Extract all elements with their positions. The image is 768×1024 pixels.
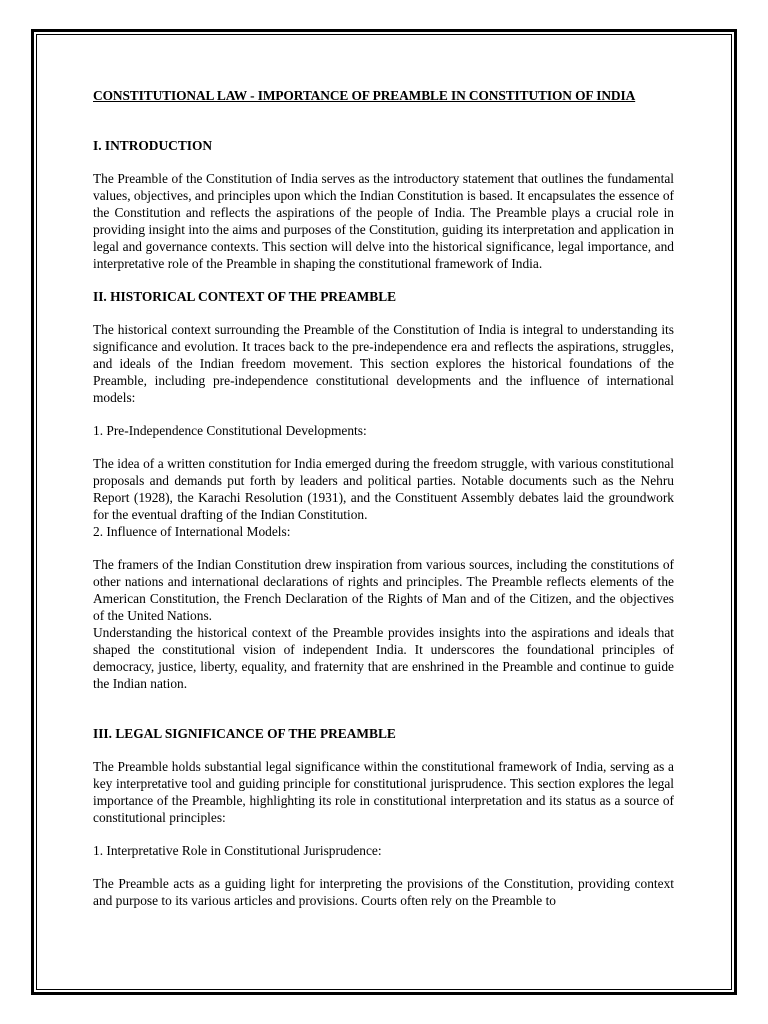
document-body	[93, 87, 674, 925]
section-heading-introduction: I. INTRODUCTION	[93, 138, 213, 153]
subheading-international-models: 2. Influence of International Models:	[93, 524, 291, 539]
document-title: CONSTITUTIONAL LAW - IMPORTANCE OF PREAMBLE IN CONSTITUTION OF INDIA	[93, 88, 636, 103]
legal-paragraph-2: The Preamble acts as a guiding light for interpreting the provisions of the Constitution, providing context and purpose to its various articles and provisions. Courts often rely on the Preamble to	[93, 876, 674, 908]
section-heading-legal-significance: III. LEGAL SIGNIFICANCE OF THE PREAMBLE	[93, 726, 396, 741]
legal-paragraph-1: The Preamble holds substantial legal significance within the constitutional framework of India, serving as a key interpretative tool and guiding principle for constitutional jurisprudence. This section explores the legal importance of the Preamble, highlighting its role in constitutional interpretation and its status as a source of constitutional principles:	[93, 759, 674, 825]
intro-paragraph: The Preamble of the Constitution of India serves as the introductory statement that outlines the fundamental values, objectives, and principles upon which the Indian Constitution is based. It encapsulates the essence of the Constitution and reflects the aspirations of the people of India. The Preamble plays a crucial role in providing insight into the aims and purposes of the Constitution, guiding its interpretation and application in legal and governance contexts. This section will delve into the historical significance, legal importance, and interpretative role of the Preamble in shaping the constitutional framework of India.	[93, 171, 674, 271]
section-heading-historical-context: II. HISTORICAL CONTEXT OF THE PREAMBLE	[93, 289, 397, 304]
history-paragraph-3: The framers of the Indian Constitution drew inspiration from various sources, including the constitutions of other nations and international declarations of rights and principles. The Preamble reflects elements of the American Constitution, the French Declaration of the Rights of Man and of the Citizen, and the objectives of the United Nations.	[93, 557, 674, 623]
history-paragraph-2: The idea of a written constitution for India emerged during the freedom struggle, with various constitutional proposals and demands put forth by leaders and political parties. Notable documents such as the Nehru Report (1928), the Karachi Resolution (1931), and the Constituent Assembly debates laid the groundwork for the eventual drafting of the Indian Constitution.	[93, 456, 674, 522]
subheading-pre-independence: 1. Pre-Independence Constitutional Developments:	[93, 423, 367, 438]
history-paragraph-4: Understanding the historical context of the Preamble provides insights into the aspirations and ideals that shaped the constitutional vision of independent India. It underscores the foundational principles of democracy, justice, liberty, equality, and fraternity that are enshrined in the Preamble and continue to guide the Indian nation.	[93, 625, 674, 691]
history-paragraph-1: The historical context surrounding the Preamble of the Constitution of India is integral to understanding its significance and evolution. It traces back to the pre-independence era and reflects the aspirations, struggles, and ideals of the Indian freedom movement. This section explores the historical foundations of the Preamble, including pre-independence constitutional developments and the influence of international models:	[93, 322, 674, 405]
subheading-interpretative-role: 1. Interpretative Role in Constitutional Jurisprudence:	[93, 843, 382, 858]
